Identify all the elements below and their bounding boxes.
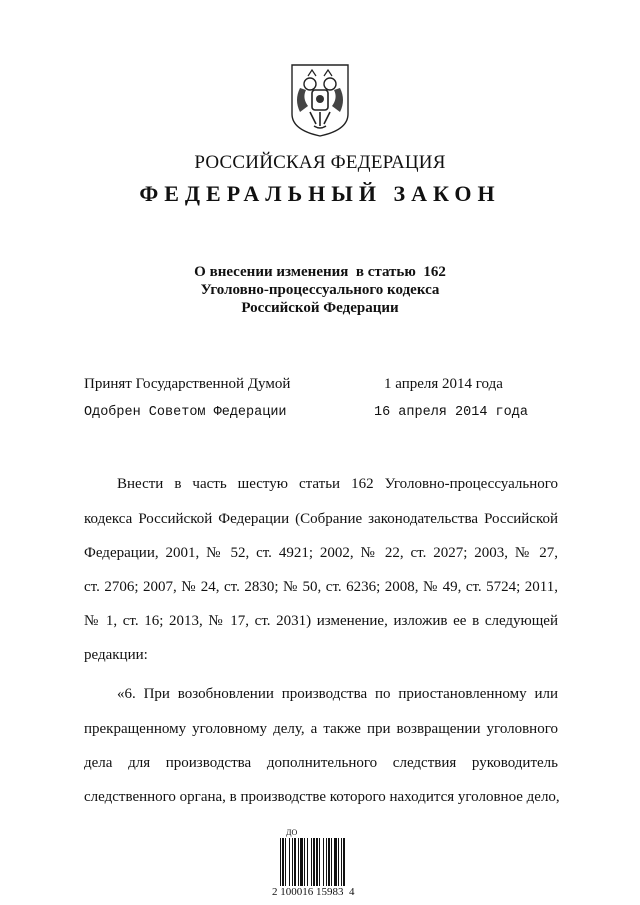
duma-adoption-date: 1 апреля 2014 года [384,376,503,392]
barcode-bars [280,838,366,886]
barcode-bar [285,838,286,886]
state-emblem [288,62,352,138]
barcode-bar [316,838,318,886]
barcode-bar [304,838,305,886]
barcode-bar [326,838,327,886]
barcode-bar [280,838,281,886]
text-line: «6. При возобновлении производства по приостановленному или [117,686,558,702]
text-line: кодекса Российской Федерации (Собрание законодательства Российской [84,511,558,527]
text-line: дела для производства дополнительного следствия руководитель [84,755,558,771]
barcode-bar [307,838,308,886]
document-barcode [272,828,372,900]
text-line: № 1, ст. 16; 2013, № 17, ст. 2031) изменение, изложив ее в следующей [84,613,558,629]
barcode-bar [323,838,324,886]
document-type: ФЕДЕРАЛЬНЫЙ ЗАКОН [139,181,501,206]
law-title-line: Уголовно-процессуального кодекса [200,282,440,298]
law-title-line: Российской Федерации [241,300,399,316]
barcode-bar [338,838,339,886]
law-title [0,263,640,317]
barcode-bar [313,838,315,886]
barcode-bar [298,838,299,886]
council-approval-date: 16 апреля 2014 года [374,405,528,420]
council-approval-label: Одобрен Советом Федерации [84,405,287,420]
barcode-bar [319,838,320,886]
text-line: Федерации, 2001, № 52, ст. 4921; 2002, № 22, ст. 2027; 2003, № 27, [84,545,558,561]
barcode-bar [282,838,284,886]
barcode-top-label: ДО [286,828,298,837]
barcode-bar [311,838,312,886]
barcode-number: 2 100016 15983 4 [272,886,355,898]
law-title-line: О внесении изменения в статью 162 [194,264,446,280]
barcode-bar [300,838,303,886]
barcode-bar [328,838,330,886]
duma-adoption-label: Принят Государственной Думой [84,376,291,392]
text-line: следственного органа, в производстве которого находится уголовное дело, [84,789,560,805]
country-name: РОССИЙСКАЯ ФЕДЕРАЦИЯ [194,152,446,173]
barcode-bar [334,838,337,886]
barcode-bar [343,838,345,886]
text-line: Внести в часть шестую статьи 162 Уголовно-процессуального [117,476,558,492]
text-line: прекращенному уголовному делу, а также при возвращении уголовного [84,721,558,737]
barcode-bar [292,838,293,886]
text-line: редакции: [84,647,148,663]
barcode-bar [289,838,290,886]
barcode-bar [341,838,342,886]
barcode-bar [331,838,332,886]
barcode-bar [294,838,296,886]
text-line: ст. 2706; 2007, № 24, ст. 2830; № 50, ст. 6236; 2008, № 49, ст. 5724; 2011, [84,579,558,595]
russian-coat-of-arms-icon [288,62,352,138]
